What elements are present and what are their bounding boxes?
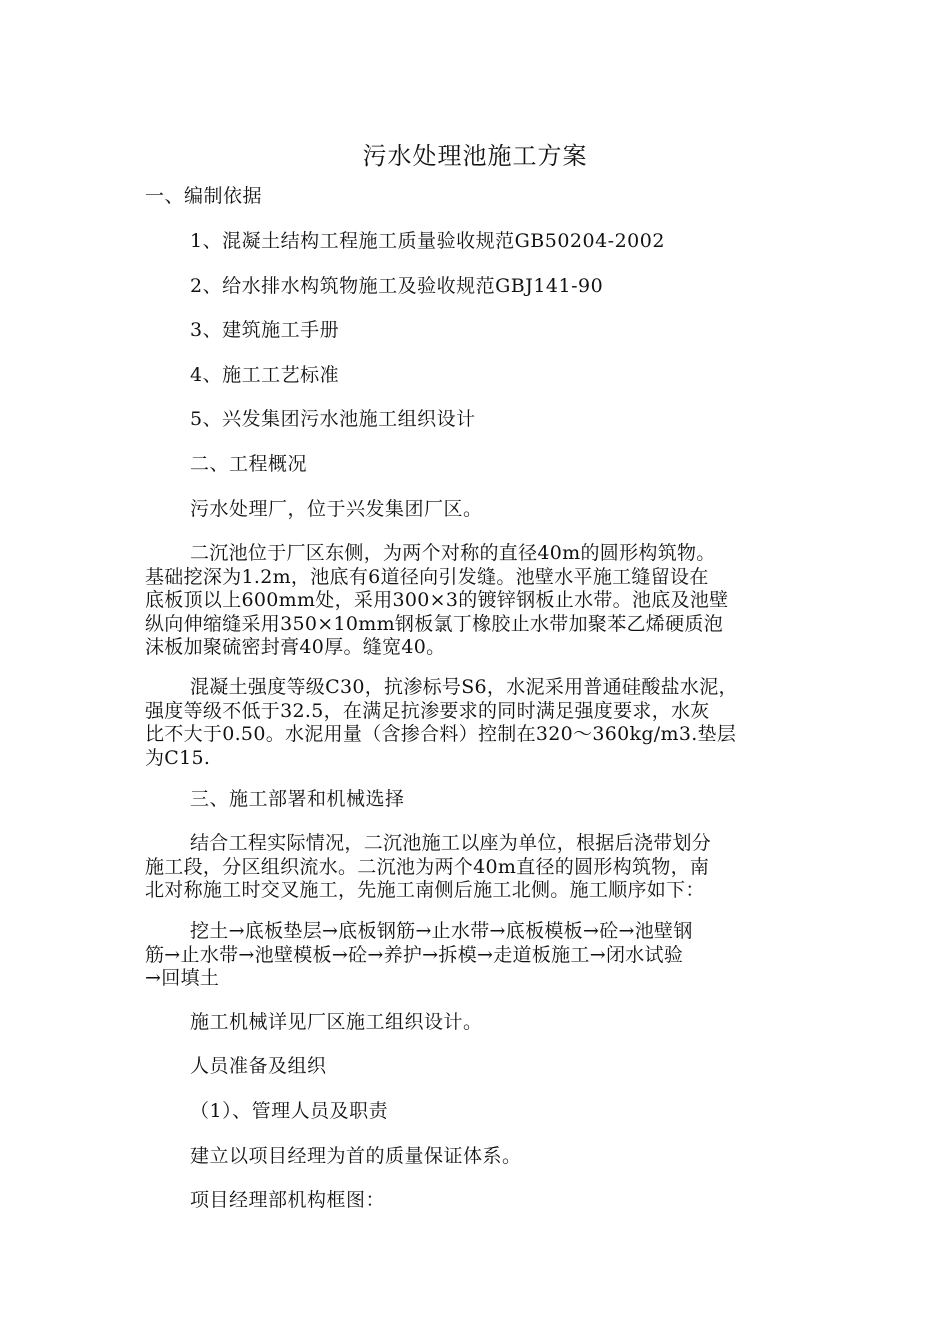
basis-item-3: 3、建筑施工手册 bbox=[190, 319, 340, 341]
text-line: 纵向伸缩缝采用350×10mm钢板氯丁橡胶止水带加聚苯乙烯硬质泡 bbox=[145, 612, 723, 635]
text-line: →回填土 bbox=[145, 967, 220, 989]
management-heading: （1）、管理人员及职责 bbox=[190, 1100, 389, 1122]
text-line: 结合工程实际情况，二沉池施工以座为单位，根据后浇带划分 bbox=[190, 832, 712, 854]
basis-item-1: 1、混凝土结构工程施工质量验收规范GB50204-2002 bbox=[190, 230, 665, 252]
text-line: 筋→止水带→池壁模板→砼→养护→拆模→走道板施工→闭水试验 bbox=[145, 943, 684, 966]
text-line: 混凝土强度等级C30，抗渗标号S6，水泥采用普通硅酸盐水泥， bbox=[190, 676, 738, 698]
text-line: 挖土→底板垫层→底板钢筋→止水带→底板模板→砼→池壁钢 bbox=[190, 920, 693, 942]
paragraph-concrete bbox=[145, 676, 805, 770]
text-line: 基础挖深为1.2m，池底有6道径向引发缝。池壁水平施工缝留设在 bbox=[145, 565, 709, 588]
section-heading-basis: 一、编制依据 bbox=[145, 185, 263, 207]
basis-item-4: 4、施工工艺标准 bbox=[190, 364, 340, 386]
text-line: 沫板加聚硫密封膏40厚。缝宽40。 bbox=[145, 636, 446, 658]
basis-item-2: 2、给水排水构筑物施工及验收规范GBJ141-90 bbox=[190, 275, 604, 297]
org-chart-label: 项目经理部机构框图： bbox=[190, 1189, 386, 1211]
paragraph-deployment bbox=[145, 832, 805, 903]
text-line: 强度等级不低于32.5，在满足抗渗要求的同时满足强度要求，水灰 bbox=[145, 699, 710, 722]
paragraph-tank-description bbox=[145, 542, 805, 660]
basis-item-5: 5、兴发集团污水池施工组织设计 bbox=[190, 408, 476, 430]
paragraph-machinery: 施工机械详见厂区施工组织设计。 bbox=[190, 1011, 483, 1033]
paragraph-sequence bbox=[145, 920, 805, 991]
document-title: 污水处理池施工方案 bbox=[362, 142, 588, 170]
text-line: 施工段，分区组织流水。二沉池为两个40m直径的圆形构筑物，南 bbox=[145, 855, 710, 878]
text-line: 为C15. bbox=[145, 746, 211, 769]
text-line: 北对称施工时交叉施工，先施工南侧后施工北侧。施工顺序如下： bbox=[145, 879, 705, 901]
personnel-heading: 人员准备及组织 bbox=[190, 1055, 327, 1077]
section-heading-overview: 二、工程概况 bbox=[190, 453, 308, 475]
section-heading-deployment: 三、施工部署和机械选择 bbox=[190, 788, 405, 810]
text-line: 比不大于0.50。水泥用量（含掺合料）控制在320～360kg/m3.垫层 bbox=[145, 723, 737, 745]
text-line: 底板顶以上600mm处，采用300×3的镀锌钢板止水带。池底及池壁 bbox=[145, 589, 729, 611]
paragraph-location: 污水处理厂，位于兴发集团厂区。 bbox=[190, 498, 483, 520]
paragraph-quality-system: 建立以项目经理为首的质量保证体系。 bbox=[190, 1145, 522, 1167]
text-line: 二沉池位于厂区东侧，为两个对称的直径40m的圆形构筑物。 bbox=[190, 542, 716, 564]
